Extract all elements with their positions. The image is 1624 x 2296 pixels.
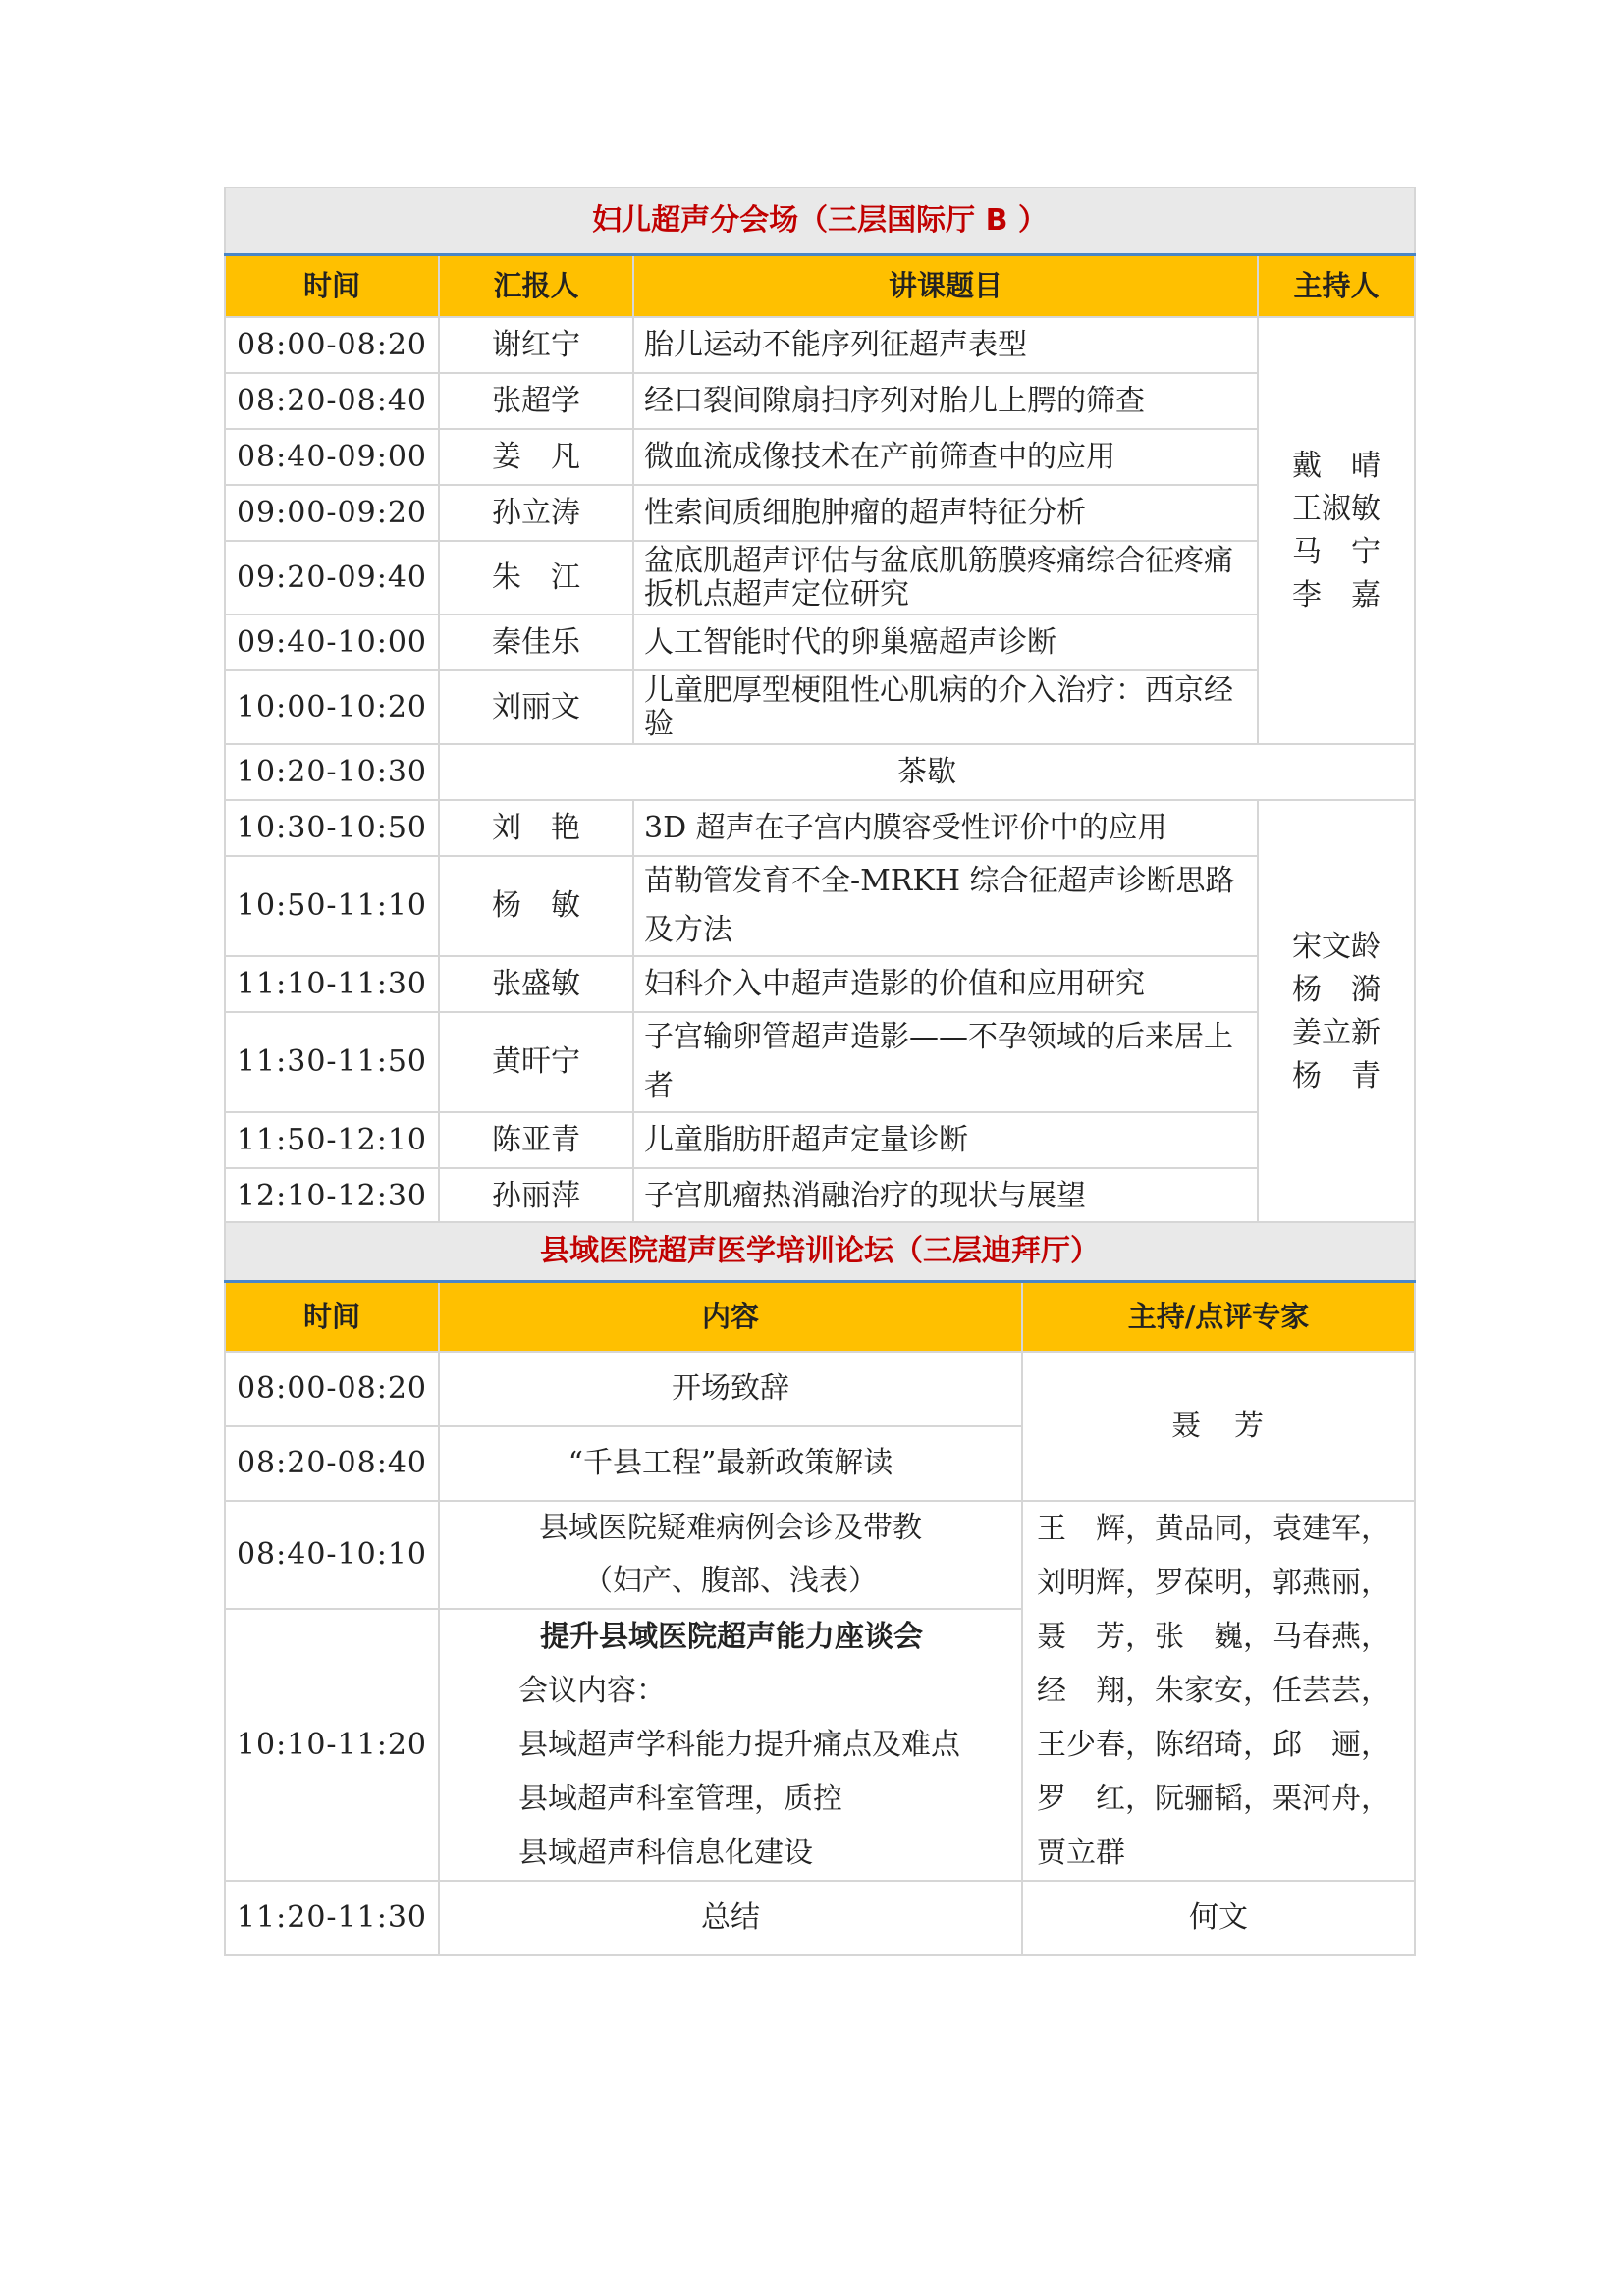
table-row — [225, 856, 1415, 956]
pediatric-ultrasound-schedule — [224, 187, 1416, 1225]
chair-name: 宋文龄 — [1292, 930, 1380, 964]
row-time: 08:20-08:40 — [225, 1426, 439, 1501]
table-row — [225, 800, 1415, 856]
row-speaker: 张超学 — [439, 373, 633, 429]
row-time: 08:00-08:20 — [225, 317, 439, 373]
row-topic: 苗勒管发育不全-MRKH 综合征超声诊断思路及方法 — [633, 856, 1258, 956]
row-content — [439, 1501, 1022, 1609]
row-speaker: 张盛敏 — [439, 956, 633, 1012]
row-speaker: 孙丽萍 — [439, 1168, 633, 1224]
row-topic: 性索间质细胞肿瘤的超声特征分析 — [633, 485, 1258, 541]
row-speaker: 谢红宁 — [439, 317, 633, 373]
table-row — [225, 1012, 1415, 1112]
chair-name: 杨 青 — [1292, 1059, 1380, 1094]
chair-name: 马 宁 — [1292, 534, 1380, 569]
row-host: 聂 芳 — [1022, 1352, 1415, 1501]
row-topic: 妇科介入中超声造影的价值和应用研究 — [633, 956, 1258, 1012]
table-row — [225, 541, 1415, 614]
row-time: 12:10-12:30 — [225, 1168, 439, 1224]
table-row — [225, 485, 1415, 541]
table-row — [225, 429, 1415, 485]
expert-line: 聂 芳，张 巍，马春燕， — [1037, 1620, 1390, 1654]
chair-name: 姜立新 — [1292, 1016, 1380, 1050]
row-topic: 子宫输卵管超声造影——不孕领域的后来居上者 — [633, 1012, 1258, 1112]
table-row — [225, 1501, 1415, 1609]
expert-line: 王少春，陈绍琦，邱 逦， — [1037, 1728, 1390, 1762]
row-time: 10:00-10:20 — [225, 670, 439, 744]
row-host: 何文 — [1022, 1881, 1415, 1955]
row-topic: 盆底肌超声评估与盆底肌筋膜疼痛综合征疼痛扳机点超声定位研究 — [633, 541, 1258, 614]
table-row — [225, 956, 1415, 1012]
chair-name: 李 嘉 — [1292, 577, 1380, 613]
break-label: 茶歇 — [439, 744, 1415, 800]
table-row — [225, 614, 1415, 670]
content-line: （妇产、腹部、浅表） — [583, 1564, 878, 1598]
expert-line: 经 翔，朱家安，任芸芸， — [1037, 1674, 1390, 1708]
table-row — [225, 1112, 1415, 1168]
header-speaker: 汇报人 — [439, 254, 633, 317]
row-topic: 儿童肥厚型梗阻性心肌病的介入治疗：西京经验 — [633, 670, 1258, 744]
row-topic: 儿童脂肪肝超声定量诊断 — [633, 1112, 1258, 1168]
row-time: 11:30-11:50 — [225, 1012, 439, 1112]
break-time: 10:20-10:30 — [225, 744, 439, 800]
expert-line: 贾立群 — [1037, 1836, 1125, 1870]
header-time: 时间 — [225, 1281, 439, 1352]
row-time: 11:10-11:30 — [225, 956, 439, 1012]
table-row — [225, 1881, 1415, 1955]
row-time: 09:20-09:40 — [225, 541, 439, 614]
row-time: 10:30-10:50 — [225, 800, 439, 856]
row-topic: 胎儿运动不能序列征超声表型 — [633, 317, 1258, 373]
row-time: 09:40-10:00 — [225, 614, 439, 670]
row-time: 10:50-11:10 — [225, 856, 439, 956]
chair-name: 杨 漪 — [1292, 973, 1380, 1007]
row-time: 08:40-09:00 — [225, 429, 439, 485]
county-hospital-forum-schedule — [224, 1221, 1416, 1956]
row-time: 10:10-11:20 — [225, 1609, 439, 1881]
table-row — [225, 1352, 1415, 1426]
content-line: 县域超声科室管理，质控 — [518, 1782, 842, 1816]
row-topic: 人工智能时代的卵巢癌超声诊断 — [633, 614, 1258, 670]
header-time: 时间 — [225, 254, 439, 317]
row-content: 开场致辞 — [439, 1352, 1022, 1426]
content-line: 县域医院疑难病例会诊及带教 — [539, 1511, 922, 1545]
row-speaker: 姜 凡 — [439, 429, 633, 485]
row-speaker: 杨 敏 — [439, 856, 633, 956]
row-time: 09:00-09:20 — [225, 485, 439, 541]
row-topic: 经口裂间隙扇扫序列对胎儿上腭的筛查 — [633, 373, 1258, 429]
table-row — [225, 670, 1415, 744]
row-speaker: 朱 江 — [439, 541, 633, 614]
section-title: 妇儿超声分会场（三层国际厅 B ） — [225, 187, 1415, 254]
table-row — [225, 373, 1415, 429]
content-line: 会议内容： — [518, 1674, 666, 1708]
header-chair: 主持人 — [1258, 254, 1415, 317]
content-line: 县域超声科信息化建设 — [518, 1836, 813, 1870]
chair-name: 戴 晴 — [1292, 448, 1380, 483]
header-content: 内容 — [439, 1281, 1022, 1352]
content-line: 县域超声学科能力提升痛点及难点 — [518, 1728, 960, 1762]
row-speaker: 孙立涛 — [439, 485, 633, 541]
section-title: 县域医院超声医学培训论坛（三层迪拜厅） — [225, 1222, 1415, 1281]
chairs-block1 — [1258, 317, 1415, 744]
row-time: 08:20-08:40 — [225, 373, 439, 429]
table-row — [225, 1168, 1415, 1224]
forum-heading: 提升县域医院超声能力座谈会 — [540, 1620, 923, 1654]
row-topic: 微血流成像技术在产前筛查中的应用 — [633, 429, 1258, 485]
table-row — [225, 317, 1415, 373]
expert-line: 罗 红，阮骊韬，栗河舟， — [1037, 1782, 1390, 1816]
expert-line: 刘明辉，罗葆明，郭燕丽， — [1037, 1566, 1390, 1600]
row-speaker: 黄旰宁 — [439, 1012, 633, 1112]
row-content — [439, 1609, 1022, 1881]
row-time: 11:20-11:30 — [225, 1881, 439, 1955]
row-time: 08:40-10:10 — [225, 1501, 439, 1609]
row-content: 总结 — [439, 1881, 1022, 1955]
chairs-block2 — [1258, 800, 1415, 1224]
expert-list — [1022, 1501, 1415, 1881]
row-topic: 3D 超声在子宫内膜容受性评价中的应用 — [633, 800, 1258, 856]
row-topic: 子宫肌瘤热消融治疗的现状与展望 — [633, 1168, 1258, 1224]
header-topic: 讲课题目 — [633, 254, 1258, 317]
break-row — [225, 744, 1415, 800]
row-time: 11:50-12:10 — [225, 1112, 439, 1168]
chair-name: 王淑敏 — [1292, 491, 1380, 526]
header-host: 主持/点评专家 — [1022, 1281, 1415, 1352]
row-time: 08:00-08:20 — [225, 1352, 439, 1426]
row-speaker: 刘 艳 — [439, 800, 633, 856]
row-speaker: 刘丽文 — [439, 670, 633, 744]
expert-line: 王 辉，黄品同，袁建军， — [1037, 1512, 1390, 1546]
row-speaker: 秦佳乐 — [439, 614, 633, 670]
row-speaker: 陈亚青 — [439, 1112, 633, 1168]
row-content: “千县工程”最新政策解读 — [439, 1426, 1022, 1501]
